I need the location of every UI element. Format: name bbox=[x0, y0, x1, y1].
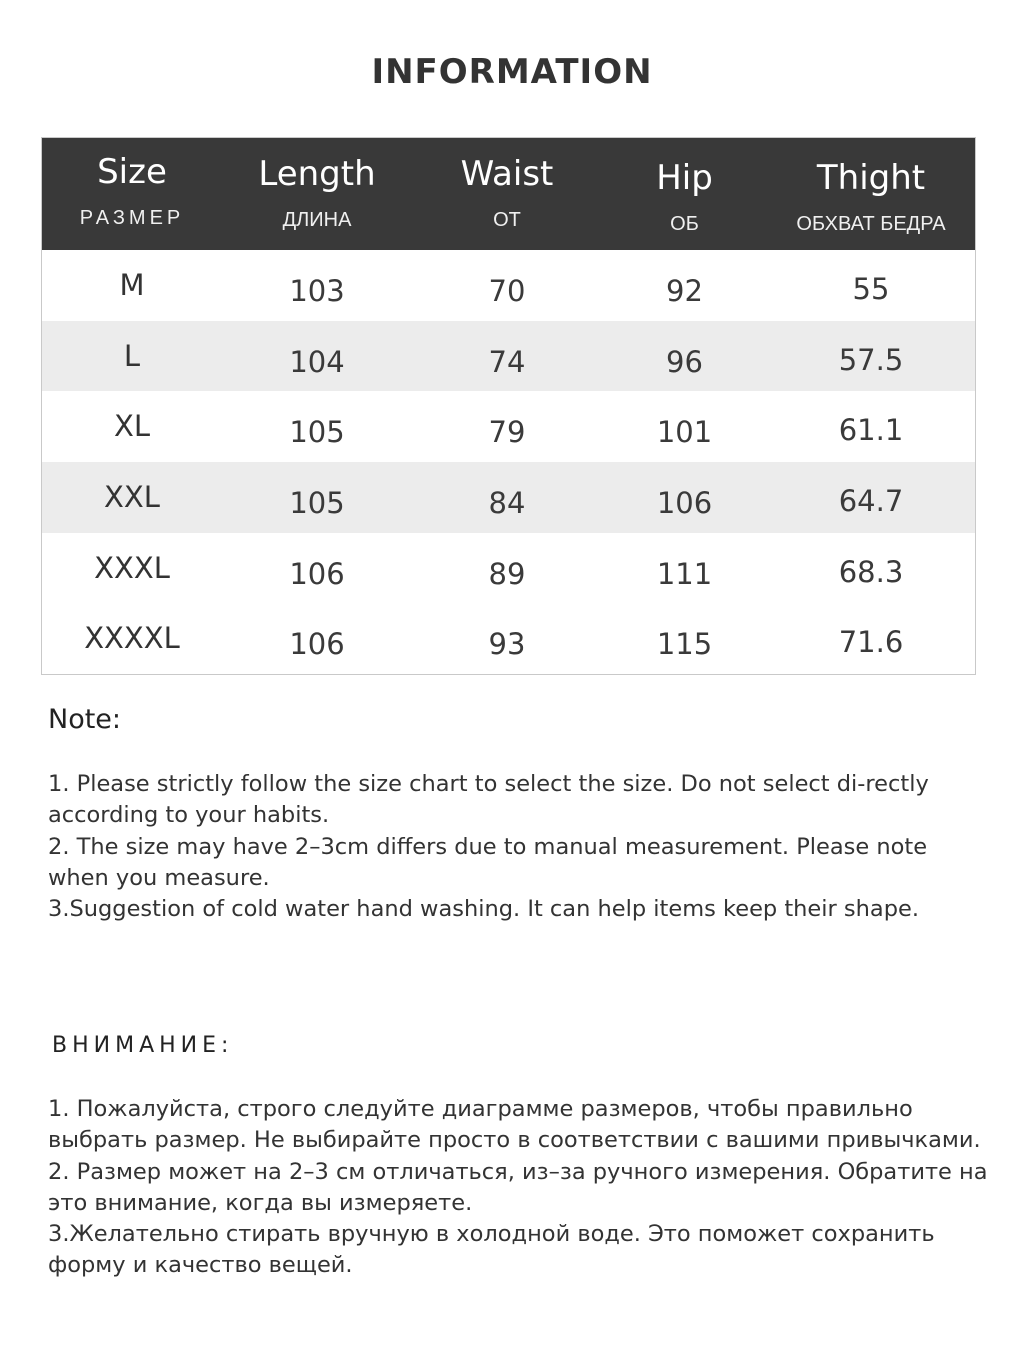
cell-waist: 79 bbox=[488, 415, 526, 450]
page-title: INFORMATION bbox=[371, 52, 653, 92]
header-waist-ru: ОТ bbox=[493, 209, 521, 231]
cell-length: 105 bbox=[289, 486, 345, 521]
header-length-ru: ДЛИНА bbox=[282, 209, 352, 231]
header-length bbox=[222, 138, 412, 250]
cell-length: 106 bbox=[289, 627, 345, 662]
cell-length: 104 bbox=[289, 344, 345, 379]
cell-hip: 111 bbox=[656, 556, 713, 591]
cell-thigh: 71.6 bbox=[838, 625, 904, 660]
cell-size: XXL bbox=[104, 480, 160, 515]
header-hip-en: Hip bbox=[656, 158, 713, 198]
cell-waist: 84 bbox=[488, 486, 526, 521]
cell-waist: 70 bbox=[488, 274, 526, 308]
table-row bbox=[42, 533, 975, 604]
header-hip-ru: ОБ bbox=[670, 213, 699, 235]
cell-size: XXXXL bbox=[84, 621, 180, 656]
cell-thigh: 61.1 bbox=[838, 413, 904, 448]
cell-length: 105 bbox=[289, 415, 345, 450]
cell-hip: 101 bbox=[656, 415, 713, 450]
header-waist bbox=[412, 138, 602, 250]
cell-size: XL bbox=[113, 409, 151, 444]
cell-hip: 96 bbox=[666, 344, 703, 379]
table-row bbox=[42, 250, 975, 321]
cell-thigh: 68.3 bbox=[838, 554, 904, 589]
cell-thigh: 57.5 bbox=[838, 342, 904, 377]
header-size bbox=[42, 138, 222, 250]
cell-thigh: 64.7 bbox=[838, 484, 904, 519]
cell-hip: 115 bbox=[656, 627, 713, 662]
table-header bbox=[42, 138, 975, 250]
table-row bbox=[42, 321, 975, 392]
cell-hip: 106 bbox=[656, 486, 713, 521]
cell-waist: 89 bbox=[488, 556, 526, 591]
header-waist-en: Waist bbox=[460, 154, 554, 194]
cell-waist: 74 bbox=[488, 344, 526, 379]
note-item: 1. Please strictly follow the size chart to select the size. Do not select di-rectly according to your habits. bbox=[48, 771, 929, 829]
note-item: 3.Suggestion of cold water hand washing. It can help items keep their shape. bbox=[48, 896, 919, 923]
table-row bbox=[42, 391, 975, 462]
cell-size: XXXL bbox=[94, 550, 170, 585]
header-size-en: Size bbox=[97, 152, 167, 192]
cell-size: L bbox=[123, 338, 141, 373]
ru-note-item: 1. Пожалуйста, строго следуйте диаграмме размеров, чтобы правильно выбрать размер. Не выбирайте просто в соответствии с вашими привычками. bbox=[48, 1096, 981, 1154]
ru-note-list bbox=[48, 1094, 988, 1282]
note-item: 2. The size may have 2–3cm differs due to manual measurement. Please note when you measure. bbox=[48, 833, 928, 891]
cell-thigh: 55 bbox=[852, 272, 890, 306]
cell-size: M bbox=[119, 268, 145, 302]
note-heading: Note: bbox=[48, 704, 122, 735]
cell-waist: 93 bbox=[488, 627, 526, 662]
cell-length: 103 bbox=[289, 274, 345, 308]
cell-length: 106 bbox=[289, 556, 345, 591]
table-row bbox=[42, 462, 975, 533]
ru-note-item: 2. Размер может на 2–3 см отличаться, из–за ручного измерения. Обратите на это внимание, когда вы измеряете. bbox=[48, 1158, 988, 1216]
table-row bbox=[42, 603, 975, 674]
header-length-en: Length bbox=[258, 154, 376, 194]
size-chart-table bbox=[41, 137, 976, 675]
ru-note-item: 3.Желательно стирать вручную в холодной воде. Это поможет сохранить форму и качество вещей. bbox=[48, 1221, 935, 1279]
header-thigh-ru: ОБХВАТ БЕДРА bbox=[796, 213, 946, 235]
header-thigh bbox=[767, 138, 975, 250]
note-list bbox=[48, 769, 968, 925]
cell-hip: 92 bbox=[666, 274, 703, 308]
ru-note-heading: ВНИМАНИЕ: bbox=[52, 1033, 234, 1058]
header-thigh-en: Thight bbox=[816, 158, 926, 198]
header-hip bbox=[602, 138, 767, 250]
header-size-ru: РАЗМЕР bbox=[79, 207, 185, 229]
